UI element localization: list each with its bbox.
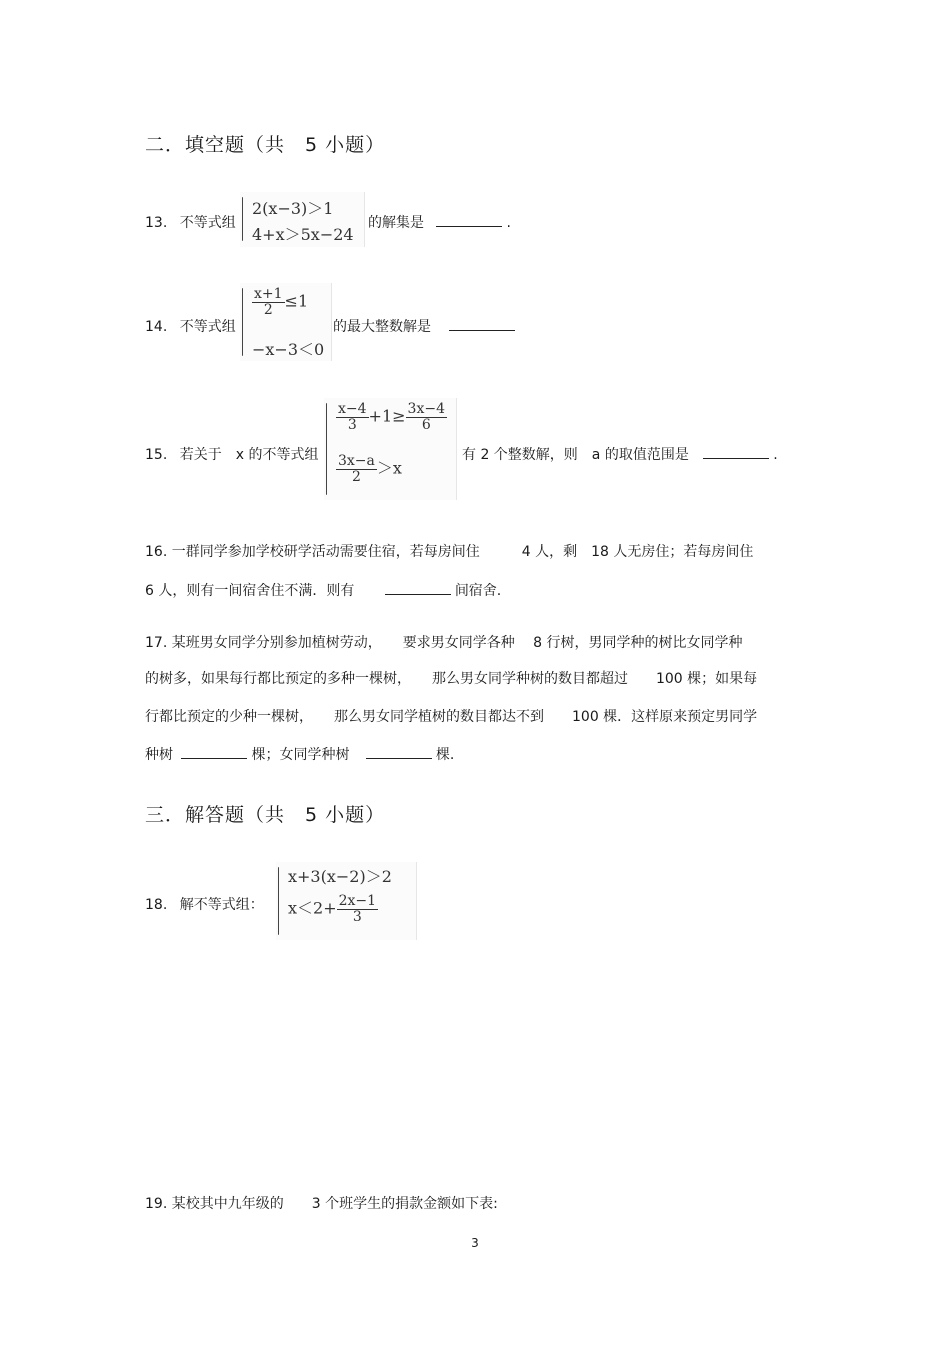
question-text: 不等式组 [179, 215, 236, 231]
question-text: 不等式组 [179, 319, 236, 335]
inequality-system-18 [276, 862, 417, 940]
left-brace [242, 197, 243, 241]
inequality-system-13 [240, 192, 365, 247]
inequality-row: x＜2+ $\frac{2x-1}{3}$ [288, 893, 377, 925]
fraction: $\frac{2x-1}{3}$ [338, 893, 377, 925]
question-19: 19. 某校其中九年级的 3 个班学生的捐款金额如下表: [145, 1196, 498, 1212]
answer-blank[interactable] [436, 225, 502, 227]
question-17-line-3: 行都比预定的少种一棵树， 那么男女同学植树的数目都达不到 100 棵．这样原来预定男同学 [145, 709, 758, 725]
inequality-row: $\frac{x-4}{3}$ +1≥ $\frac{3x-4}{6}$ [338, 401, 445, 433]
inequality-row: 2(x−3)＞1 [252, 199, 334, 218]
answer-blank[interactable] [385, 593, 451, 595]
question-14 [145, 316, 236, 336]
fraction: $\frac{x+1}{2}$ [254, 286, 283, 318]
inequality-row: $\frac{3x-a}{2}$ ＞x [338, 453, 402, 485]
section-title-fill-in: 二．填空题（共 5 小题） [145, 134, 386, 156]
question-text: 棵；女同学种树 [251, 747, 350, 763]
question-number: 15. [145, 447, 168, 463]
inequality-row: x+3(x−2)＞2 [288, 867, 392, 886]
inequality-row: $\frac{x+1}{2}$ ≤1 [254, 286, 309, 318]
question-number: 14. [145, 319, 168, 335]
fraction: $\frac{3x-4}{6}$ [407, 401, 445, 433]
question-text: 若关于 x 的不等式组 [179, 447, 319, 463]
fraction: $\frac{x-4}{3}$ [338, 401, 367, 433]
question-text: 有 2 个整数解，则 a 的取值范围是 [462, 447, 689, 463]
punctuation: . [773, 447, 778, 463]
question-number: 13. [145, 215, 168, 231]
question-text: 间宿舍. [454, 583, 502, 599]
question-16-line-1: 16. 一群同学参加学校研学活动需要住宿，若每房间住 4 人，剩 18 人无房住；若每房间住 [145, 544, 754, 560]
question-14-tail [333, 316, 519, 336]
question-15 [145, 444, 318, 464]
answer-blank[interactable] [703, 457, 769, 459]
inequality-row: −x−3＜0 [252, 340, 325, 359]
punctuation: . [506, 215, 511, 231]
inequality-system-15 [324, 398, 457, 500]
fraction: $\frac{3x-a}{2}$ [338, 453, 375, 485]
inequality-system-14 [240, 283, 332, 361]
question-text: 的最大整数解是 [333, 319, 431, 335]
question-text: 解不等式组： [179, 897, 264, 913]
left-brace [242, 288, 243, 356]
answer-blank[interactable] [366, 757, 432, 759]
question-text: 种树 [145, 747, 173, 763]
left-brace [326, 403, 327, 495]
question-15-tail [462, 444, 778, 464]
answer-blank[interactable] [449, 329, 515, 331]
section-title-solutions: 三．解答题（共 5 小题） [145, 804, 386, 826]
answer-blank[interactable] [181, 757, 247, 759]
question-17-line-4 [145, 744, 454, 764]
question-18 [145, 894, 264, 914]
question-17-line-1: 17. 某班男女同学分别参加植树劳动， 要求男女同学各种 8 行树，男同学种的树比女同学种 [145, 635, 743, 651]
question-13 [145, 212, 236, 232]
question-text: 6 人，则有一间宿舍住不满．则有 [145, 583, 355, 599]
question-17-line-2: 的树多，如果每行都比预定的多种一棵树， 那么男女同学种树的数目都超过 100 棵；如果每 [145, 671, 758, 687]
question-13-tail [368, 212, 511, 232]
question-text: 棵. [435, 747, 455, 763]
question-16-line-2 [145, 580, 501, 600]
inequality-row: 4+x＞5x−24 [252, 225, 354, 244]
page-number: 3 [471, 1236, 479, 1250]
left-brace [278, 867, 279, 935]
question-number: 18. [145, 897, 168, 913]
question-text: 的解集是 [368, 215, 424, 231]
